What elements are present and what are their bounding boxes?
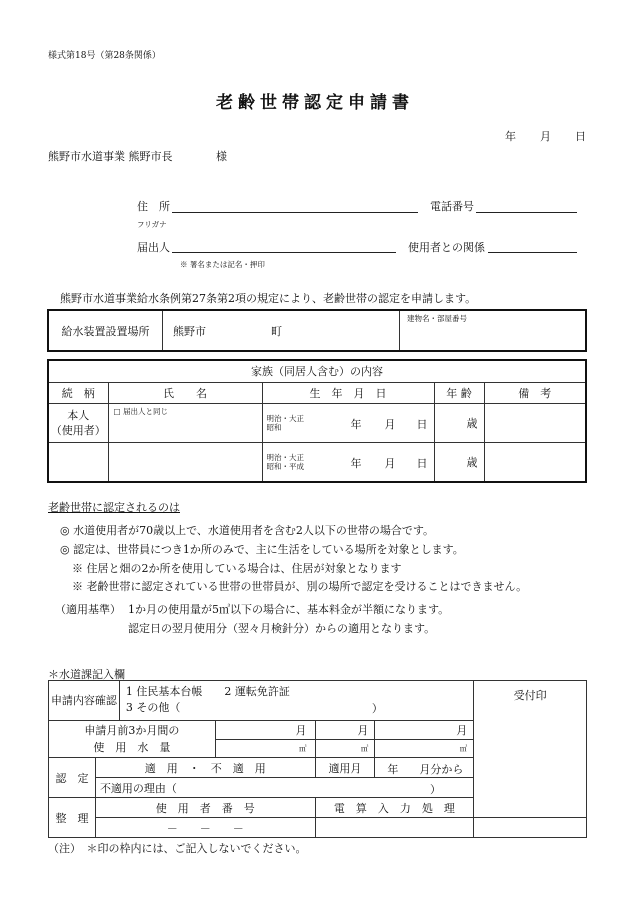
- date-day: 日: [575, 130, 586, 143]
- birth-month-2: 月: [384, 456, 396, 470]
- installation-location-box: [47, 309, 587, 352]
- birth-year-2: 年: [350, 456, 362, 470]
- header-age: 年 齢: [434, 382, 484, 403]
- standard-line-2: 認定日の翌月使用分（翌々月検針分）からの適用となります。: [128, 622, 436, 635]
- standard-line-1: 1か月の使用量が5㎥以下の場合に、基本料金が半額になります。: [128, 603, 450, 616]
- receipt-stamp-area: [474, 681, 587, 818]
- usage-m3-1[interactable]: ㎥: [215, 739, 315, 758]
- birth-year-1: 年: [350, 417, 362, 431]
- address-label: 住 所: [137, 200, 170, 213]
- relation-label: 使用者との関係: [408, 241, 485, 254]
- user-number-field[interactable]: － － －: [95, 818, 315, 838]
- era-label-2a: 明治・大正: [266, 452, 304, 462]
- applicant-name-field[interactable]: [172, 252, 396, 253]
- signature-note: ※ 署名または記名・押印: [180, 260, 265, 269]
- family-table-box: [47, 359, 587, 483]
- furigana-label: フリガナ: [137, 220, 167, 229]
- age-unit-1[interactable]: 歳: [434, 403, 484, 442]
- footnote: （注） ＊印の枠内には、ご記入しないでください。: [48, 842, 307, 855]
- relation-cell-2[interactable]: [49, 442, 108, 481]
- phone-label: 電話番号: [430, 200, 474, 213]
- applicable-choice[interactable]: 適 用 ・ 不 適 用: [95, 758, 315, 778]
- confirm-line-1: 1 住民基本台帳 2 運転免許証: [125, 685, 290, 699]
- location-town: 町: [271, 325, 282, 338]
- approval-label: 認 定: [49, 758, 96, 798]
- usage-month-2[interactable]: 月: [315, 720, 375, 739]
- standard-label: （適用基準）: [55, 603, 121, 616]
- confirm-options[interactable]: [119, 681, 473, 721]
- address-field[interactable]: [172, 212, 418, 213]
- computer-entry-label: 電 算 入 力 処 理: [315, 798, 474, 818]
- header-name: 氏 名: [108, 382, 262, 403]
- computer-entry-field[interactable]: [315, 818, 474, 838]
- relation-self-note: （使用者）: [50, 423, 106, 437]
- apply-from-month: 月分から: [419, 763, 464, 777]
- usage-label-1: 申請月前3か月間の: [84, 724, 180, 738]
- header-relation: 続 柄: [49, 382, 108, 403]
- remarks-cell-2[interactable]: [484, 442, 585, 481]
- page-title: 老齢世帯認定申請書: [216, 93, 414, 113]
- era-label-2b: 昭和・平成: [266, 461, 304, 471]
- birthdate-cell-2[interactable]: [262, 442, 434, 481]
- era-label-1b: 昭和: [266, 422, 282, 432]
- usage-month-1[interactable]: 月: [215, 720, 315, 739]
- criteria-item-4: ※ 老齢世帯に認定されている世帯の世帯員が、別の場所で認定を受けることはできません。: [72, 580, 528, 593]
- reason-close: ）: [429, 783, 441, 797]
- location-label: 給水装置設置場所: [49, 311, 163, 350]
- name-cell-2[interactable]: [108, 442, 262, 481]
- building-label: 建物名・部屋番号: [407, 314, 467, 323]
- criteria-item-2: ◎ 認定は、世帯員につき1か所のみで、主に生活をしている場所を対象とします。: [60, 543, 464, 556]
- birth-day-2: 日: [416, 456, 428, 470]
- location-city: 熊野市: [173, 325, 206, 338]
- usage-month-3[interactable]: 月: [375, 720, 474, 739]
- usage-label-2: 使 用 水 量: [93, 741, 171, 755]
- family-table-title: 家族（同居人含む）の内容: [49, 361, 585, 382]
- form-number: 様式第18号（第28条関係）: [48, 51, 161, 61]
- apply-month-label: 適用月: [315, 758, 375, 778]
- reason-label: 不適用の理由（: [99, 781, 177, 795]
- application-statement: 熊野市水道事業給水条例第27条第2項の規定により、老齢世帯の認定を申請します。: [60, 292, 477, 305]
- relation-field[interactable]: [488, 252, 577, 253]
- applicant-label: 届出人: [137, 241, 170, 254]
- receipt-label: 受付印: [513, 689, 547, 702]
- user-number-label: 使 用 者 番 号: [95, 798, 315, 818]
- process-label: 整 理: [49, 798, 96, 838]
- remarks-cell-1[interactable]: [484, 403, 585, 442]
- reason-field[interactable]: [95, 778, 473, 798]
- criteria-heading: 老齢世帯に認定されるのは: [48, 501, 180, 514]
- usage-m3-2[interactable]: ㎥: [315, 739, 375, 758]
- criteria-item-1: ◎ 水道使用者が70歳以上で、水道使用者を含む2人以下の世帯の場合です。: [60, 524, 434, 537]
- family-table: [49, 361, 585, 481]
- criteria-item-3: ※ 住居と畑の2か所を使用している場合は、住居が対象となります: [72, 562, 402, 575]
- age-unit-2[interactable]: 歳: [434, 442, 484, 481]
- date-month: 月: [540, 130, 551, 143]
- office-section-title: ＊水道課記入欄: [48, 668, 125, 681]
- usage-m3-3[interactable]: ㎥: [375, 739, 474, 758]
- apply-month-field[interactable]: [375, 758, 474, 778]
- date-year: 年: [505, 130, 516, 143]
- addressee-org: 熊野市水道事業 熊野市長: [48, 150, 173, 163]
- phone-field[interactable]: [476, 212, 577, 213]
- confirm-close: ）: [371, 702, 383, 715]
- confirm-line-2: 3 その他（: [125, 701, 181, 715]
- table-row: [49, 442, 585, 481]
- table-row: [49, 403, 585, 442]
- header-birthdate: 生 年 月 日: [262, 382, 434, 403]
- header-remarks: 備 考: [484, 382, 585, 403]
- relation-self: 本人: [67, 408, 90, 422]
- birthdate-cell-1[interactable]: [262, 403, 434, 442]
- apply-year: 年: [387, 763, 399, 777]
- birth-day-1: 日: [416, 417, 428, 431]
- era-label-1a: 明治・大正: [266, 413, 304, 423]
- office-use-table: [48, 680, 587, 838]
- same-as-applicant-checkbox[interactable]: □ 届出人と同じ: [108, 403, 262, 442]
- confirm-label: 申請内容確認: [49, 681, 120, 721]
- birth-month-1: 月: [384, 417, 396, 431]
- addressee-honorific: 様: [216, 150, 227, 163]
